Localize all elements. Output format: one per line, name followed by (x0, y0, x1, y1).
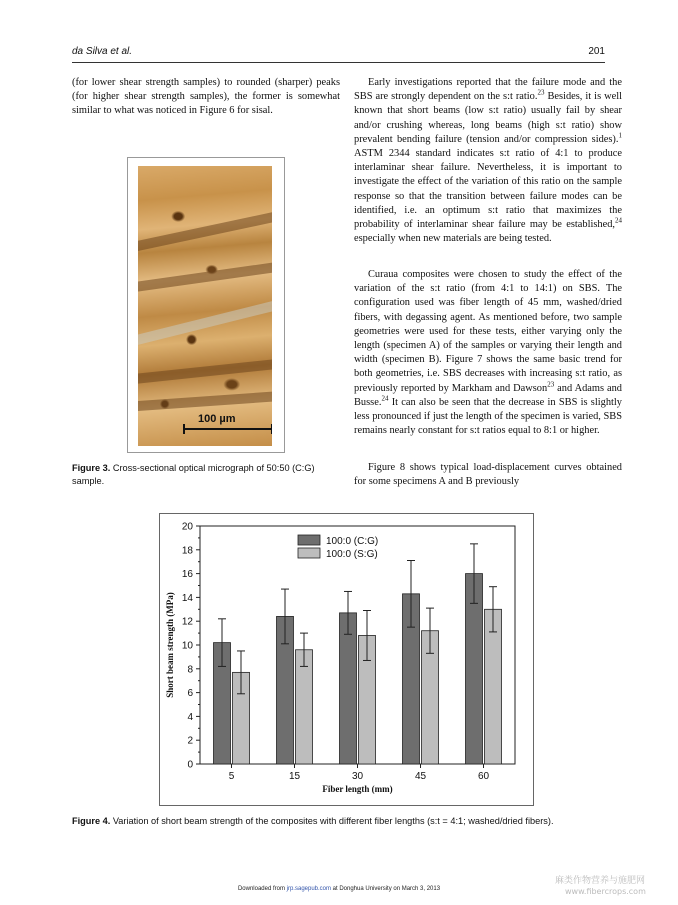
scale-bar (183, 428, 272, 430)
bar-chart (160, 514, 533, 805)
x-tick-label: 5 (228, 771, 235, 782)
x-tick-label: 15 (288, 771, 301, 782)
legend-swatch (298, 535, 320, 545)
y-tick-label: 12 (181, 616, 193, 628)
running-header-authors: da Silva et al. (72, 46, 133, 57)
legend-swatch (298, 548, 320, 558)
right-paragraph-2: Curaua composites were chosen to study the effect of the variation of the s:t ratio (from 4:1 to 14:1) on SBS. The configuration used was fiber length of 45 mm, washed/dried fibers, with degassing agent. As mentioned before, two sample geometries were used for these tests, either varying only the length (specimen A) of the samples or varying their length and width (specimen B). Figure 7 shows the same basic trend for both geometries, i.e. SBS decreases with increasing s:t ratio, as previously reported by Markham and Dawson$^{23}$ and Adams and Busse.$^{24}$ It can also be seen that the decrease in SBS is slightly less pronounced if just the length of the specimen is varied, SBS remains nearly constant for s:t ratios equal to 8:1 or higher. (354, 269, 622, 437)
x-tick-label: 45 (414, 771, 427, 782)
y-axis-label: Short beam strength (MPa) (165, 592, 175, 698)
figure4-caption-label: Figure 4. (72, 816, 111, 826)
micrograph-image (138, 166, 272, 446)
footer-link[interactable]: jrp.sagepub.com (286, 886, 331, 892)
figure3-caption-text: Cross-sectional optical micrograph of 50:50 (C:G) sample. (72, 463, 315, 486)
watermark-cn: 麻类作物营养与施肥网 (555, 876, 646, 886)
y-tick-label: 2 (187, 735, 193, 747)
bar-cg (340, 613, 357, 764)
legend-label: 100:0 (C:G) (326, 536, 379, 547)
y-tick-label: 6 (187, 688, 193, 700)
y-tick-label: 10 (181, 640, 193, 652)
y-tick-label: 8 (187, 664, 193, 676)
left-column-paragraph: (for lower shear strength samples) to rounded (sharper) peaks (for higher shear strength samples), the former is somewhat similar to what was noticed in Figure 6 for sisal. (72, 77, 340, 117)
y-tick-label: 14 (181, 592, 193, 604)
page-number: 201 (588, 46, 605, 57)
watermark-url: www.fibercrops.com (565, 887, 646, 896)
right-paragraph-3: Figure 8 shows typical load-displacement curves obtained for some specimens A and B previously (354, 462, 622, 488)
y-tick-label: 18 (181, 545, 193, 557)
figure4-frame (159, 513, 534, 806)
download-footer: Downloaded from jrp.sagepub.com at Donghua University on March 3, 2013 (237, 886, 441, 892)
figure4-caption (72, 815, 632, 828)
bar-sg (485, 609, 502, 764)
x-tick-label: 30 (351, 771, 364, 782)
legend-label: 100:0 (S:G) (326, 549, 378, 560)
figure4-caption-text: Variation of short beam strength of the composites with different fiber lengths (s:t = 4:1; washed/dried fibers). (112, 816, 554, 826)
y-tick-label: 4 (187, 711, 193, 723)
scale-label: 100 µm (198, 413, 236, 425)
x-tick-label: 60 (477, 771, 490, 782)
x-axis-label: Fiber length (mm) (322, 784, 393, 794)
right-paragraph-1: Early investigations reported that the failure mode and the SBS are strongly dependent on the s:t ratio.$^{23}$ Besides, it is well known that short beams (low s:t ratio) usually fail by shear and/or crushing whereas, long beams (high s:t ratio) show prevalent bending failure (tension and/or compression sides).$^1$ ASTM 2344 standard indicates s:t ratio of 4:1 to produce interlaminar shear failure. Nevertheless, it is important to investigate the effect of the variation of this ratio on the sample response so that the transition between failure modes can be identified, i.e. an optimum s:t ratio that maximizes the probability of interlaminar shear failure may be established,$^{24}$ especially when new materials are being tested. (354, 77, 623, 245)
y-tick-label: 20 (181, 521, 193, 533)
y-tick-label: 16 (181, 569, 193, 581)
y-tick-label: 0 (187, 759, 193, 771)
figure3-frame (127, 157, 285, 453)
figure3-caption (72, 462, 340, 488)
figure3-caption-label: Figure 3. (72, 463, 111, 473)
header-rule (72, 62, 605, 63)
